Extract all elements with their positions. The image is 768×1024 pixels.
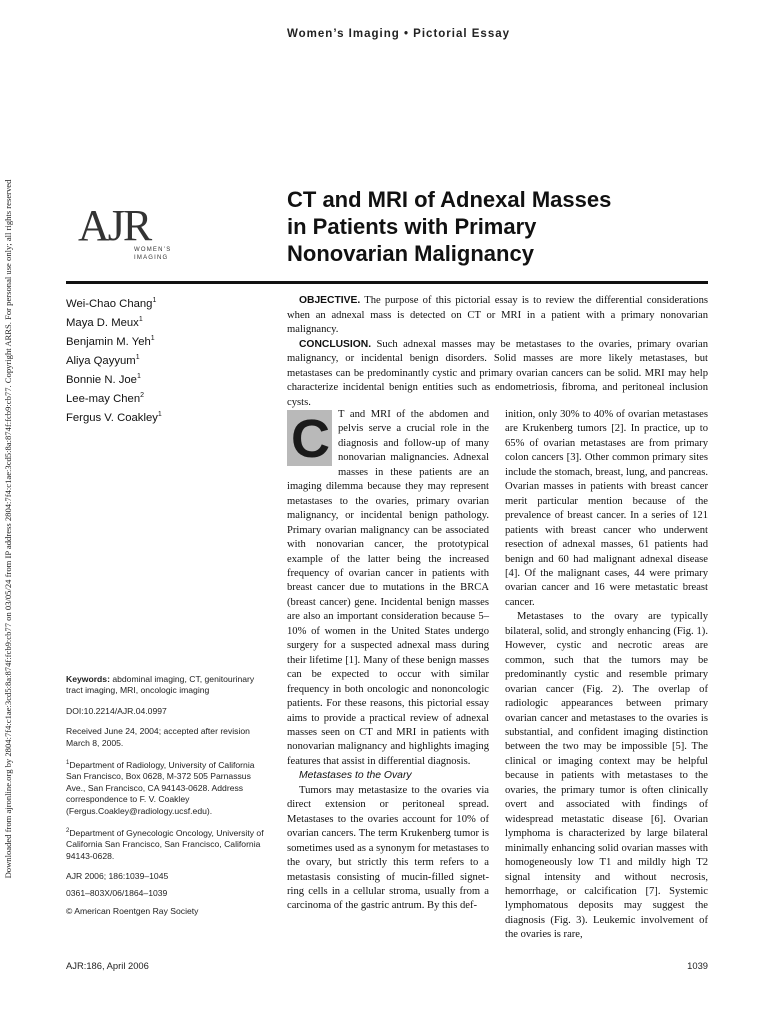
conclusion-text: Such adnexal masses may be metastases to the ovaries, primary ovarian malignancy, or incidental benign disorders. Solid masses are more likely metastases, but metastases can be predominantly cystic and primary ovarian cancers can be solid. MRI may help characterize incidental benign entities such as endometriosis, fibroma, and peritoneal inclusion cysts.: [287, 338, 708, 408]
download-notice-text: Downloaded from ajronline.org by 2804:7f4:c1ae:3cd5:8a:874f:fcb9:cb77 on 03/05/24 from IP address 2804:7f4:c1ae:3cd5:8a:874f:fcb9:cb77. Copyright ARRS. For personal use only; all rights reserved: [3, 179, 13, 879]
title-line2: in Patients with Primary: [287, 214, 537, 239]
citation: AJR 2006; 186:1039–1045: [66, 871, 169, 881]
objective-label: OBJECTIVE.: [299, 295, 361, 306]
logo-line2: IMAGING: [134, 255, 169, 261]
body-column-right: [505, 408, 708, 943]
subsection-heading: Metastases to the Ovary: [299, 770, 412, 782]
received-dates: Received June 24, 2004; accepted after revision March 8, 2005.: [66, 726, 250, 748]
article-metadata: [66, 674, 271, 926]
logo-line1: WOMEN’S: [134, 247, 172, 253]
author: Maya D. Meux$^1$: [66, 316, 143, 329]
objective-text: The purpose of this pictorial essay is to review the differential considerations when an adnexal mass is detected on CT or MRI in a patient with a primary nonovarian malignancy.: [287, 295, 708, 335]
abstract-conclusion: [287, 338, 708, 411]
body-paragraph: Tumors may metastasize to the ovaries via direct extension or peritoneal spread. Metastases to the ovaries account for 10% of ovarian cancers. The term Krukenberg tumor is sometimes used as a synonym for metastases to the ovary, but strictly this term refers to a metastasis consisting of mucin-filled signet-ring cells in a cellular stroma, usually from a carcinoma of the gastric antrum. By this def-: [287, 784, 489, 912]
conclusion-label: CONCLUSION.: [299, 338, 372, 350]
article-title: [287, 186, 707, 267]
title-line1: CT and MRI of Adnexal Masses: [287, 187, 612, 212]
affiliation-1: $^1$Department of Radiology, University of California San Francisco, Box 0628, M-372 505 Parnassus Ave., San Francisco, CA 94143-0628. Address correspondence to F. V. Coakley (Fergus.Coakley@radiology.ucsf.edu).: [66, 759, 255, 816]
logo-letters: AJR: [78, 201, 151, 250]
author: Bonnie N. Joe$^1$: [66, 373, 141, 387]
drop-cap: C: [287, 410, 332, 466]
author: Aliya Qayyum$^1$: [66, 354, 140, 367]
body-paragraph: inition, only 30% to 40% of ovarian metastases are Krukenberg tumors [2]. In practice, up to 65% of ovarian metastases are from primary colon cancers [3]. Other common primary sites include the stomach, breast, lung, and pancreas. Ovarian masses in patients with breast cancer merit particular mention because of the prevalence of breast cancer. In a series of 121 patients with breast cancer who underwent resection of adnexal masses, 61 patients had benign and 60 had malignant adnexal disease [4]. Of the malignant cases, 44 were primary ovarian cancer and 16 were metastatic breast cancer.: [505, 409, 708, 608]
keywords: Keywords: abdominal imaging, CT, genitourinary tract imaging, MRI, oncologic imaging: [66, 674, 255, 696]
body-column-left: [287, 408, 489, 914]
footer-page-number: 1039: [687, 960, 708, 971]
title-rule: [66, 281, 708, 284]
download-notice: [2, 90, 14, 970]
author: Lee-may Chen$^2$: [66, 392, 145, 406]
author-list: [66, 293, 271, 426]
author: Benjamin M. Yeh$^1$: [66, 335, 155, 348]
author: Wei-Chao Chang$^1$: [66, 297, 157, 310]
intro-paragraph: C T and MRI of the abdomen and pelvis serve a crucial role in the diagnosis and follow-up of many nonovarian malignancies. Adnexal masses in these patients are an imaging dilemma because they may represent metastases to the ovaries, primary ovarian malignancy, or incidental benign pathology. Primary ovarian malignancy can be associated with nonovarian cancer, the prototypical example of the latter being the increased frequency of ovarian cancer in patients with breast cancer due to mutations in the BRCA (breast cancer) gene. Incidental benign masses are also an important consideration because 5–10% of women in the United States undergo surgery for a suspected adnexal mass during their lifetime [1]. Many of these benign masses can be expected to occur with similar frequency in both oncologic and nononcologic patients. For these reasons, this pictorial essay aims to provide a practical review of adnexal masses seen on CT and MRI in patients with nonovarian malignancy and highlights imaging features that assist in differential diagnosis.: [287, 409, 489, 767]
abstract: [287, 294, 708, 410]
doi: DOI:10.2214/AJR.04.0997: [66, 705, 167, 716]
footer-journal-issue: AJR:186, April 2006: [66, 960, 149, 971]
body-paragraph: Metastases to the ovary are typically bilateral, solid, and strongly enhancing (Fig. 1). However, cystic and necrotic areas are common, such that the tumors may be predominantly cystic and resemble primary ovarian cancer (Fig. 2). The overlap of radiologic appearances between primary ovarian cancer and metastases to the ovaries is substantial, and confident imaging distinction between the two may be impossible [5]. The clinical or imaging context may be helpful because in patients with metastases to the ovaries, the primary tumor is often clinically overt and associated with findings of widespread metastatic disease [6]. Ovarian lymphoma is characterized by large bilateral minimally enhancing solid ovarian masses with homogeneously low T1 and mildly high T2 signal intensity and without necrosis, hemorrhage, or calcification [7]. Systemic lymphomatous deposits may suggest the diagnosis (Fig. 3). Leukemic involvement of the ovaries is rare,: [505, 611, 708, 941]
issn: 0361–803X/06/1864–1039: [66, 888, 168, 899]
copyright: © American Roentgen Ray Society: [66, 905, 199, 916]
abstract-objective: [287, 294, 708, 338]
logo-subtitle: [134, 246, 171, 262]
section-header: Women’s Imaging • Pictorial Essay: [287, 28, 511, 40]
ajr-logo: [66, 200, 176, 266]
author: Fergus V. Coakley$^1$: [66, 411, 162, 425]
title-line3: Nonovarian Malignancy: [287, 241, 534, 266]
affiliation-2: $^2$Department of Gynecologic Oncology, University of California San Francisco, San Francisco, California 94143-0628.: [66, 827, 264, 861]
